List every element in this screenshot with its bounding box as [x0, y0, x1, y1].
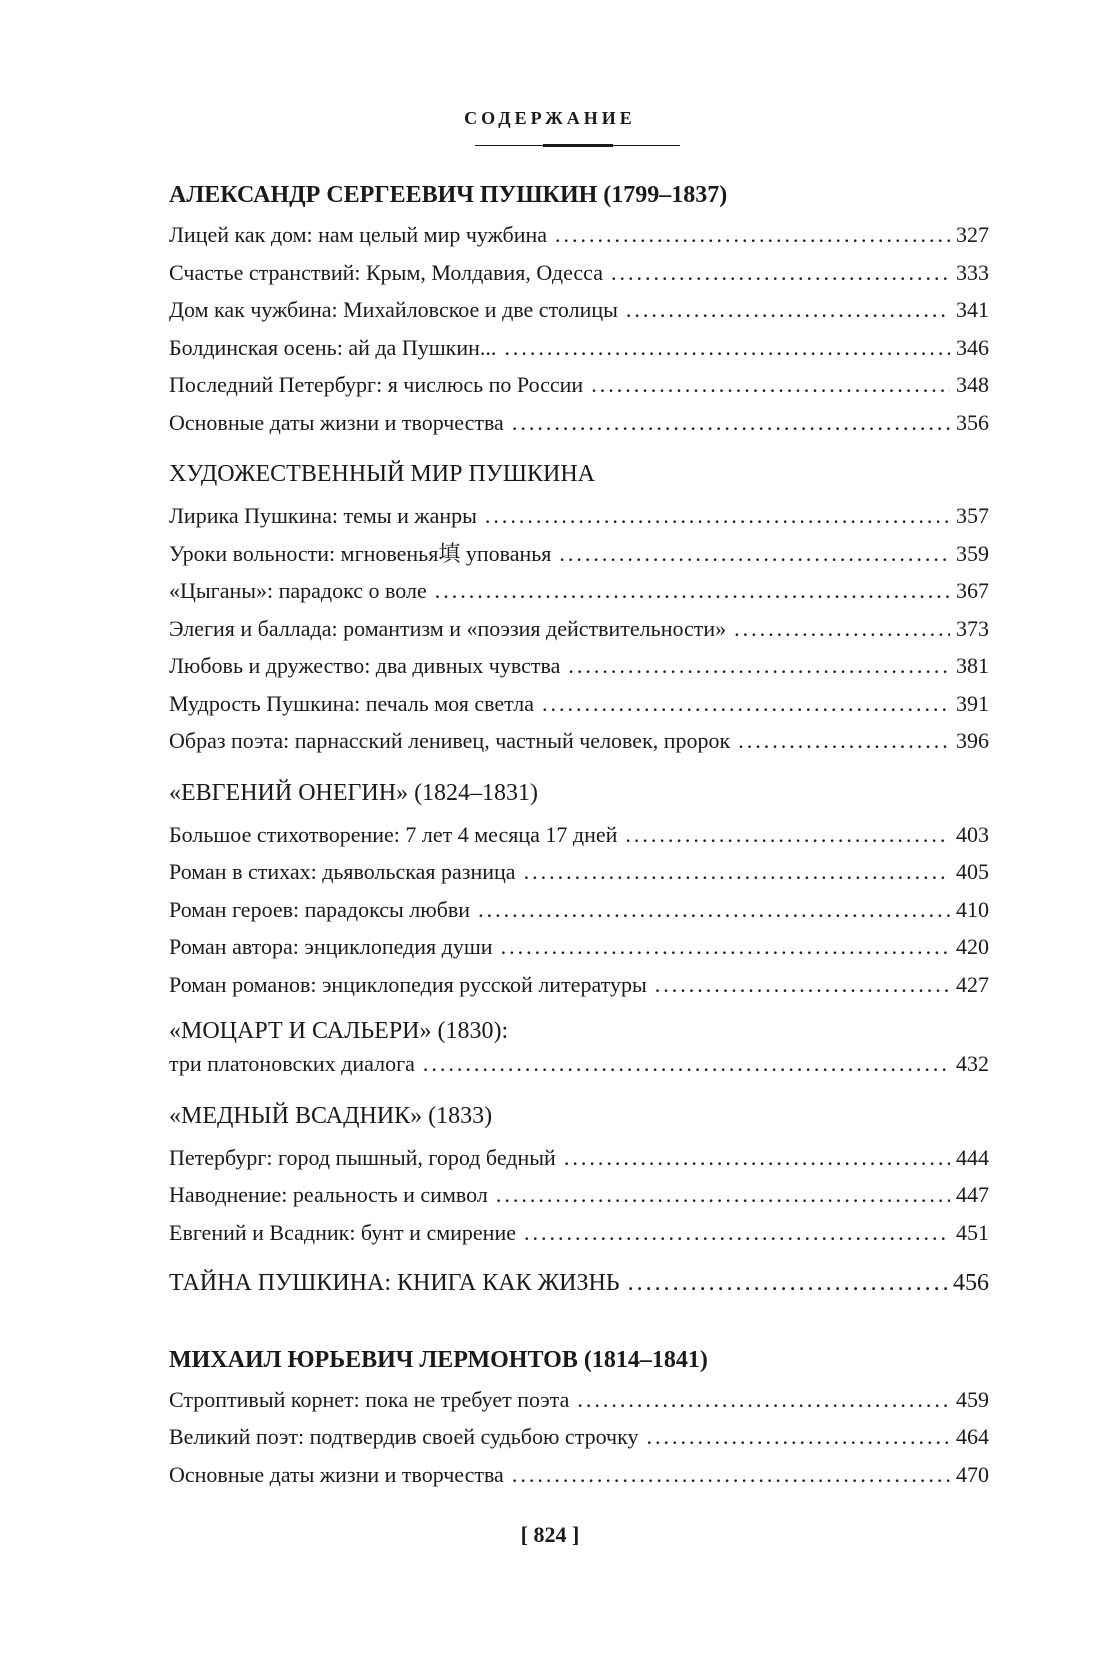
toc-entry[interactable]	[169, 1176, 989, 1214]
toc-entry-title: ТАЙНА ПУШКИНА: КНИГА КАК ЖИЗНЬ	[169, 1270, 620, 1296]
toc-entry-page: 341	[956, 297, 989, 322]
leader-dots	[435, 572, 950, 610]
toc-entry-page: 381	[956, 653, 989, 678]
leader-dots	[524, 853, 950, 891]
toc-group-mozart	[169, 1045, 989, 1083]
page-number: [ 824 ]	[520, 1522, 580, 1547]
toc-entry-title: Мудрость Пушкина: печаль моя светла	[169, 690, 534, 716]
toc-entry-page: 346	[956, 334, 989, 360]
toc-entry[interactable]	[169, 685, 989, 723]
toc-entry-page: 367	[956, 578, 989, 603]
toc-entry-page: 410	[956, 896, 989, 922]
toc-entry[interactable]	[169, 647, 989, 685]
toc-entry-title: Лицей как дом: нам целый мир чужбина	[169, 222, 548, 247]
leader-dots	[577, 1381, 950, 1419]
toc-entry-title: Строптивый корнет: пока не требует поэта	[169, 1386, 570, 1412]
toc-entry-page: 327	[956, 222, 989, 247]
toc-entry-title: Роман героев: парадоксы любви	[169, 896, 471, 922]
toc-entry-page: 464	[956, 1424, 989, 1449]
toc-entry-title: Великий поэт: подтвердив своей судьбою строчку	[169, 1424, 639, 1449]
toc-entry-title: Петербург: город пышный, город бедный	[169, 1144, 556, 1170]
toc-entry-page: 333	[956, 259, 989, 285]
toc-entry-page: 373	[956, 615, 989, 641]
toc-group-art-world	[169, 497, 989, 760]
toc-entry[interactable]	[169, 216, 989, 254]
leader-dots	[524, 1214, 950, 1252]
leader-dots	[512, 404, 950, 442]
toc-entry[interactable]	[169, 1418, 989, 1456]
toc-entry[interactable]	[169, 1381, 989, 1419]
toc-entry-page: 356	[956, 409, 989, 435]
toc-entry[interactable]	[169, 610, 989, 648]
toc-entry-page: 357	[956, 503, 989, 528]
leader-dots	[504, 329, 950, 367]
leader-dots	[496, 1176, 950, 1214]
toc-entry[interactable]	[169, 254, 989, 292]
leader-dots	[559, 535, 950, 573]
toc-entry[interactable]	[169, 816, 989, 854]
toc-entry-page: 456	[953, 1270, 989, 1296]
toc-entry-title: Уроки вольности: мгновенья填 упованья	[169, 540, 552, 566]
leader-dots	[512, 1456, 950, 1494]
toc-entry[interactable]	[169, 329, 989, 367]
toc-entry-page: 396	[956, 728, 989, 753]
toc-entry-page: 391	[956, 690, 989, 716]
toc-entry[interactable]	[169, 891, 989, 929]
toc-entry-page: 405	[956, 859, 989, 884]
leader-dots	[542, 685, 950, 723]
toc-group-horseman	[169, 1139, 989, 1252]
toc-entry-page: 359	[956, 540, 989, 566]
toc-entry-page: 447	[956, 1182, 989, 1207]
toc-entry[interactable]	[169, 966, 989, 1004]
toc-entry-title: Основные даты жизни и творчества	[169, 1461, 504, 1487]
leader-dots	[478, 891, 950, 929]
toc-entry-title: Дом как чужбина: Михайловское и две столицы	[169, 297, 618, 322]
leader-dots	[501, 928, 950, 966]
toc-entry-title: Основные даты жизни и творчества	[169, 409, 504, 435]
author-heading-lermontov: МИХАИЛ ЮРЬЕВИЧ ЛЕРМОНТОВ (1814–1841)	[169, 1346, 708, 1373]
leader-dots	[734, 610, 950, 648]
toc-group-onegin	[169, 816, 989, 1004]
toc-entry[interactable]	[169, 1139, 989, 1177]
leader-dots	[568, 647, 950, 685]
toc-entry-title: Элегия и баллада: романтизм и «поэзия действительности»	[169, 615, 727, 641]
header-rule-accent	[543, 144, 613, 147]
leader-dots	[555, 216, 950, 254]
toc-entry-title: Образ поэта: парнасский ленивец, частный человек, пророк	[169, 728, 731, 753]
toc-entry-page: 470	[956, 1461, 989, 1487]
toc-entry-title: Болдинская осень: ай да Пушкин...	[169, 334, 497, 360]
toc-entry[interactable]	[169, 291, 989, 329]
toc-entry-page: 432	[956, 1051, 989, 1076]
leader-dots	[591, 366, 950, 404]
toc-entry-title: Роман в стихах: дьявольская разница	[169, 859, 516, 884]
toc-entry[interactable]	[169, 1045, 989, 1083]
toc-entry-page: 451	[956, 1219, 989, 1245]
toc-entry-page: 444	[956, 1144, 989, 1170]
leader-dots	[485, 497, 950, 535]
toc-entry-title: Любовь и дружество: два дивных чувства	[169, 653, 561, 678]
section-heading-art-world: ХУДОЖЕСТВЕННЫЙ МИР ПУШКИНА	[169, 461, 595, 487]
toc-entry-page: 348	[956, 372, 989, 397]
page-header: СОДЕРЖАНИЕ	[464, 108, 636, 128]
toc-entry-title: Роман романов: энциклопедия русской литературы	[169, 971, 647, 997]
leader-dots	[564, 1139, 950, 1177]
toc-entry-title: Большое стихотворение: 7 лет 4 месяца 17 дней	[169, 821, 618, 847]
author-heading-pushkin: АЛЕКСАНДР СЕРГЕЕВИЧ ПУШКИН (1799–1837)	[169, 182, 728, 208]
toc-entry[interactable]	[169, 1456, 989, 1494]
toc-entry-title: три платоновских диалога	[169, 1051, 415, 1076]
leader-dots	[611, 254, 950, 292]
section-heading-mozart: «МОЦАРТ И САЛЬЕРИ» (1830):	[169, 1018, 509, 1044]
toc-entry-page: 420	[956, 934, 989, 959]
toc-entry[interactable]	[169, 404, 989, 442]
toc-entry[interactable]	[169, 1214, 989, 1252]
toc-entry[interactable]	[169, 572, 989, 610]
toc-entry[interactable]	[169, 366, 989, 404]
toc-group-pushkin-bio	[169, 216, 989, 441]
toc-entry-title: Роман автора: энциклопедия души	[169, 934, 493, 959]
toc-entry-title: «Цыганы»: парадокс о воле	[169, 578, 427, 603]
section-heading-onegin: «ЕВГЕНИЙ ОНЕГИН» (1824–1831)	[169, 779, 539, 806]
toc-entry-page: 403	[956, 821, 989, 847]
table-of-contents	[169, 176, 989, 1493]
toc-entry[interactable]	[169, 722, 989, 760]
leader-dots	[646, 1418, 950, 1456]
leader-dots	[628, 1265, 947, 1303]
toc-entry-title: Евгений и Всадник: бунт и смирение	[169, 1219, 516, 1245]
toc-entry[interactable]	[169, 853, 989, 891]
toc-entry-title: Наводнение: реальность и символ	[169, 1182, 488, 1207]
toc-entry-title: Лирика Пушкина: темы и жанры	[169, 503, 477, 528]
toc-entry[interactable]	[169, 928, 989, 966]
toc-entry[interactable]	[169, 535, 989, 573]
toc-entry[interactable]	[169, 497, 989, 535]
toc-entry-page: 459	[956, 1386, 989, 1412]
leader-dots	[655, 966, 950, 1004]
toc-group-lermontov	[169, 1381, 989, 1494]
leader-dots	[625, 816, 950, 854]
toc-entry-title: Последний Петербург: я числюсь по России	[169, 372, 584, 397]
leader-dots	[626, 291, 950, 329]
toc-entry-page: 427	[956, 971, 989, 997]
leader-dots	[738, 722, 950, 760]
toc-entry-title: Счастье странствий: Крым, Молдавия, Одесса	[169, 259, 603, 285]
section-heading-horseman: «МЕДНЫЙ ВСАДНИК» (1833)	[169, 1102, 493, 1129]
leader-dots	[423, 1045, 950, 1083]
toc-entry-secret[interactable]	[169, 1265, 989, 1303]
